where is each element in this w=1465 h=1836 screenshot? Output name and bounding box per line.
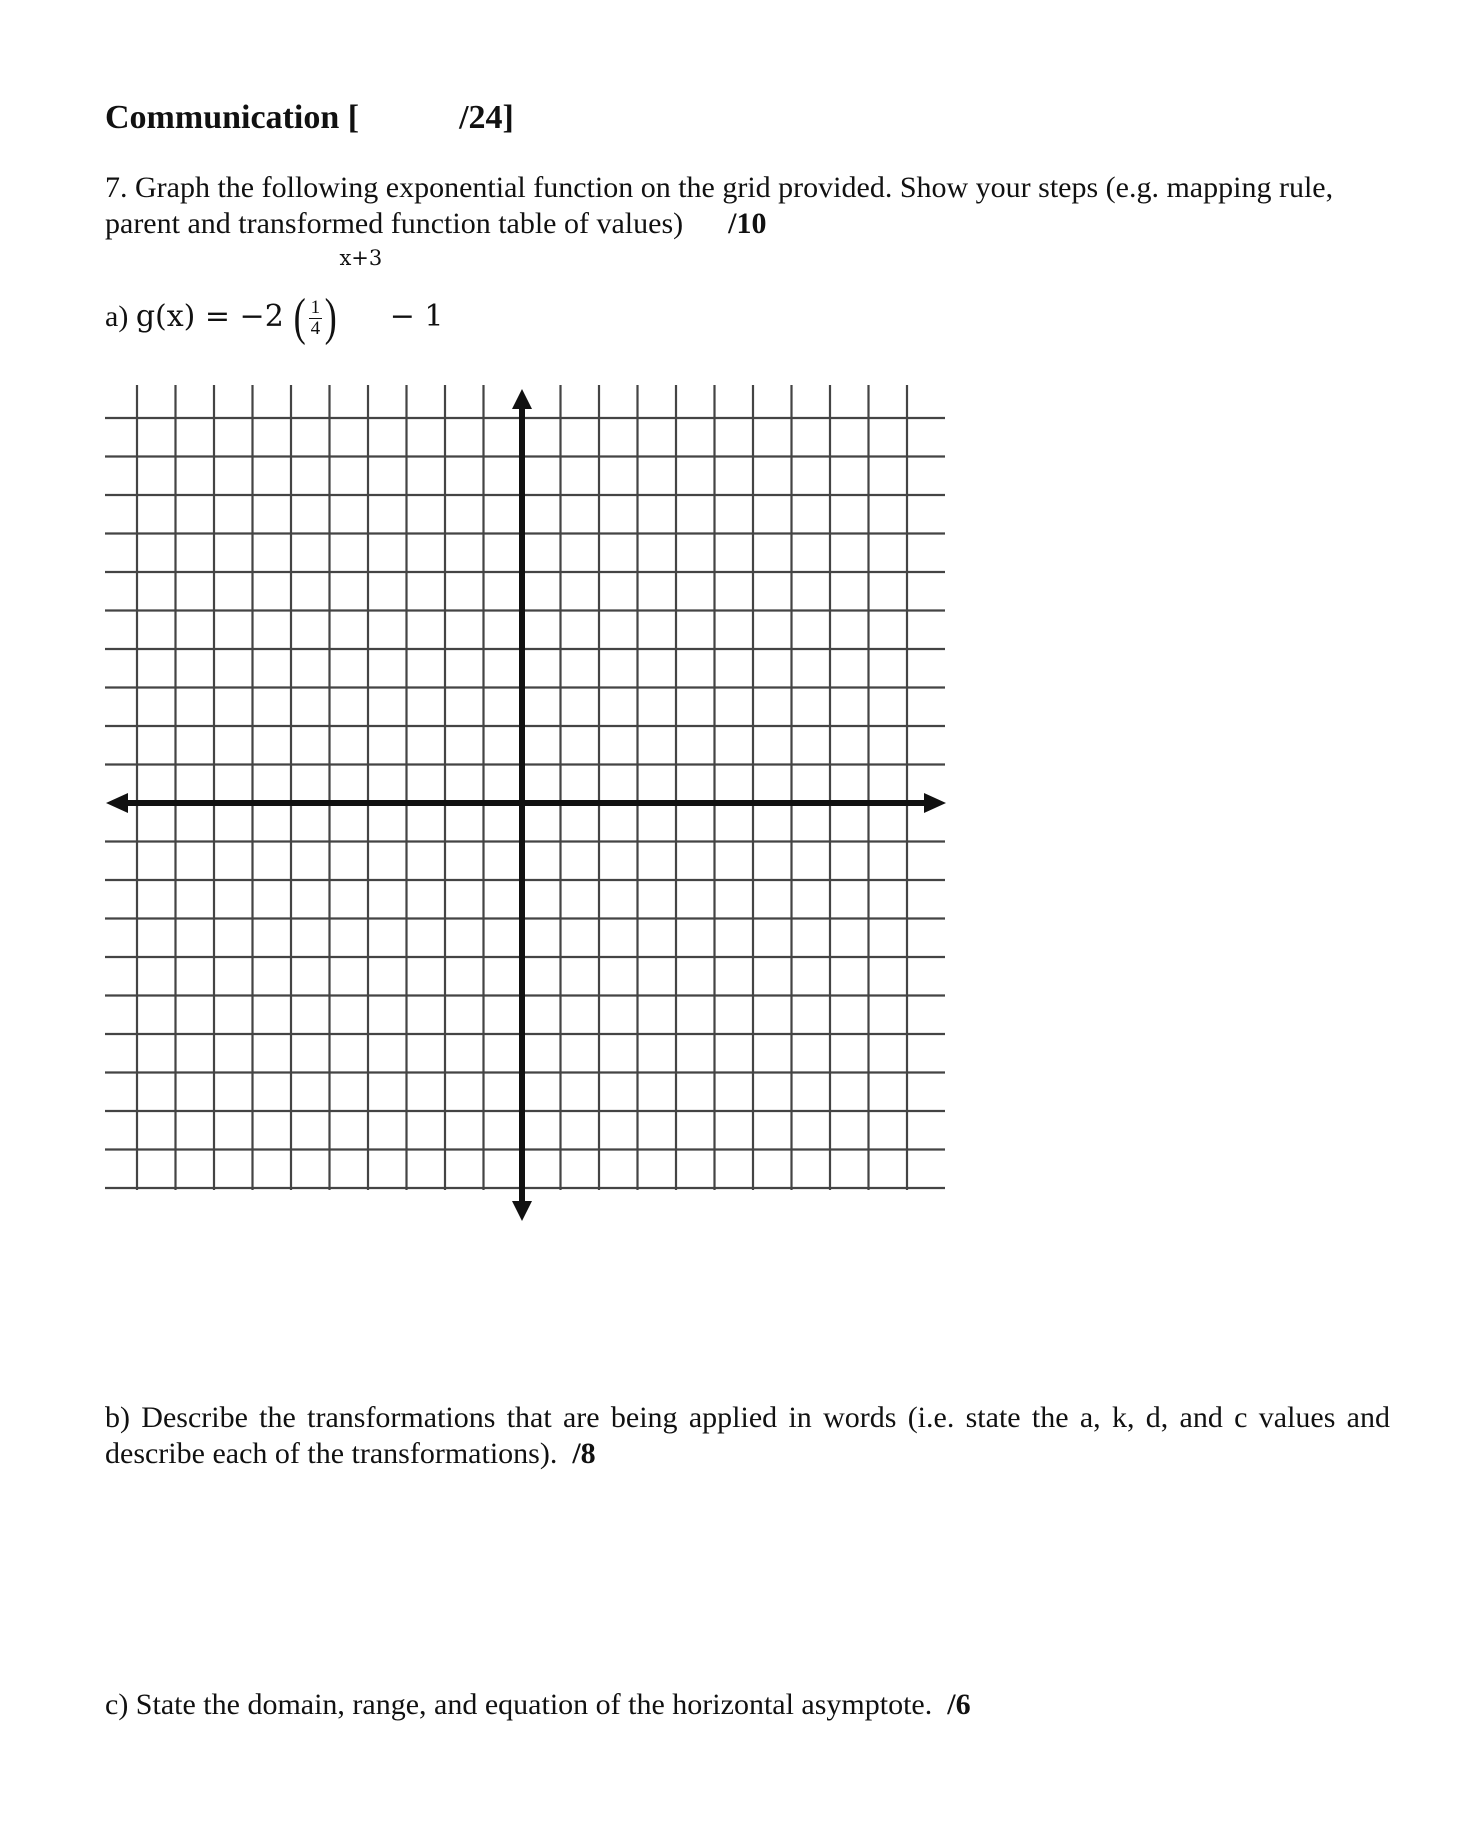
question-7-prompt [105,170,1390,242]
part-b-text: b) Describe the transformations that are being applied in words (i.e. state the a, k, d, and c values and describe each of the transformations). [105,1401,1390,1470]
equation-lhs: g(x) = −2 [135,299,284,335]
question-7-points: /10 [728,207,767,240]
part-b-points: /8 [572,1437,596,1470]
base-denominator: 4 [310,317,321,339]
x-axis-arrow-right-icon [924,793,946,813]
question-7-text: 7. Graph the following exponential function on the grid provided. Show your steps (e.g. mapping rule, parent and transformed function table of values) [105,171,1334,240]
y-axis-arrow-up-icon [512,389,532,409]
axes [120,405,930,1205]
section-title [105,96,514,140]
part-b-prompt [105,1400,1390,1472]
part-c-text: c) State the domain, range, and equation of the horizontal asymptote. [105,1688,933,1721]
section-label: Communication [ [105,99,360,136]
part-a-label: a) [105,300,129,334]
x-axis-arrow-left-icon [106,793,128,813]
base-numerator: 1 [310,296,321,318]
equation-rhs: − 1 [389,299,444,335]
equation-part-a [105,246,444,355]
equation-base: ( $\frac{1}{4}$ ) [293,289,337,347]
equation-exponent: x+3 [339,246,383,270]
part-c-points: /6 [947,1688,971,1721]
coordinate-grid[interactable] [100,385,950,1225]
section-total: /24] [459,99,514,136]
y-axis-arrow-down-icon [512,1201,532,1221]
part-c-prompt [105,1687,1390,1723]
